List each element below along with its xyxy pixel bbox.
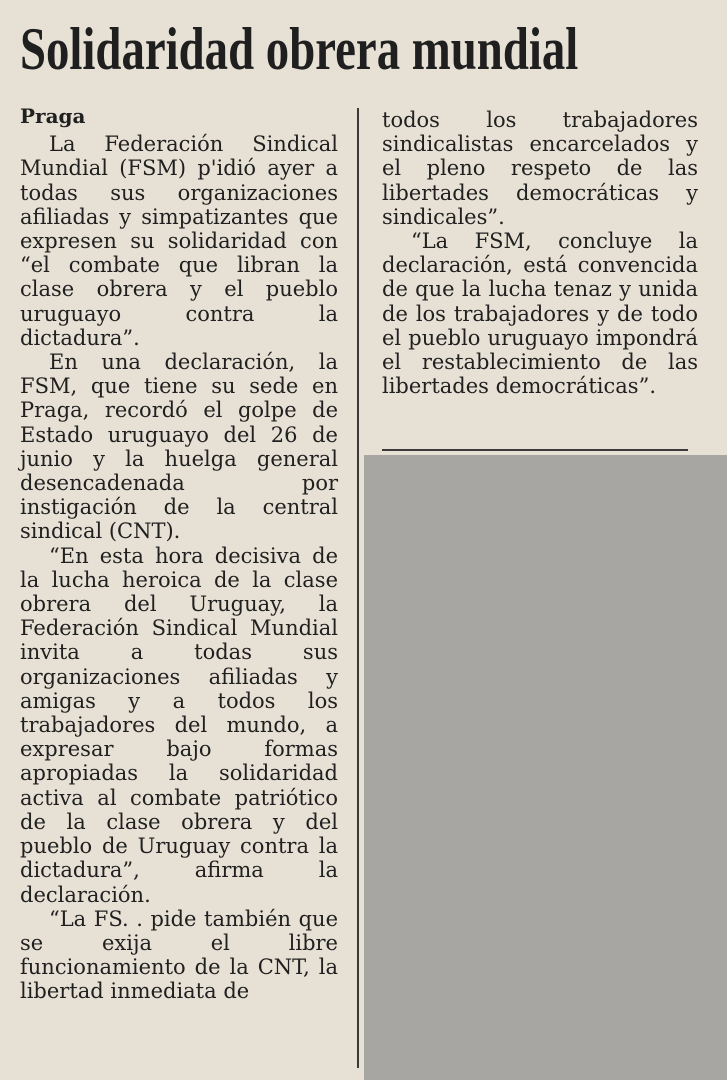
right-column	[382, 108, 698, 398]
paragraph: “La FS. . pide también que se exija el libre funcionamiento de la CNT, la libertad inmediata de	[20, 906, 338, 1004]
background-gray-area	[364, 455, 727, 1080]
dateline: Praga	[20, 104, 86, 128]
paragraph: todos los trabajadores sindicalistas encarcelados y el pleno respeto de las libertades democráticas y sindicales”.	[382, 108, 698, 229]
paragraph: “En esta hora decisiva de la lucha heroica de la clase obrera del Uruguay, la Federación Sindical Mundial invita a todas sus organizaciones afiliadas y amigas y a todos los trabajadores del mundo, a expresar bajo formas apropiadas la solidaridad activa al combate patriótico de la clase obrera y del pueblo de Uruguay contra la dictadura”, afirma la declaración.	[20, 543, 338, 907]
paragraph: “La FSM, concluye la declaración, está convencida de que la lucha tenaz y unida de los trabajadores y de todo el pueblo uruguayo impondrá el restablecimiento de las libertades democráticas”.	[382, 229, 698, 399]
paragraph: La Federación Sindical Mundial (FSM) p'idió ayer a todas sus organizaciones afiliadas y simpatizantes que expresen su solidaridad con “el combate que libran la clase obrera y el pueblo uruguayo contra la dictadura”.	[20, 132, 338, 350]
left-column	[20, 104, 338, 1004]
paragraph: En una declaración, la FSM, que tiene su sede en Praga, recordó el golpe de Estado uruguayo del 26 de junio y la huelga general desencadenada por instigación de la central sindical (CNT).	[20, 350, 338, 544]
headline: Solidaridad obrera mundial	[20, 16, 579, 82]
column-divider	[357, 108, 359, 1068]
article-end-rule	[382, 449, 688, 451]
